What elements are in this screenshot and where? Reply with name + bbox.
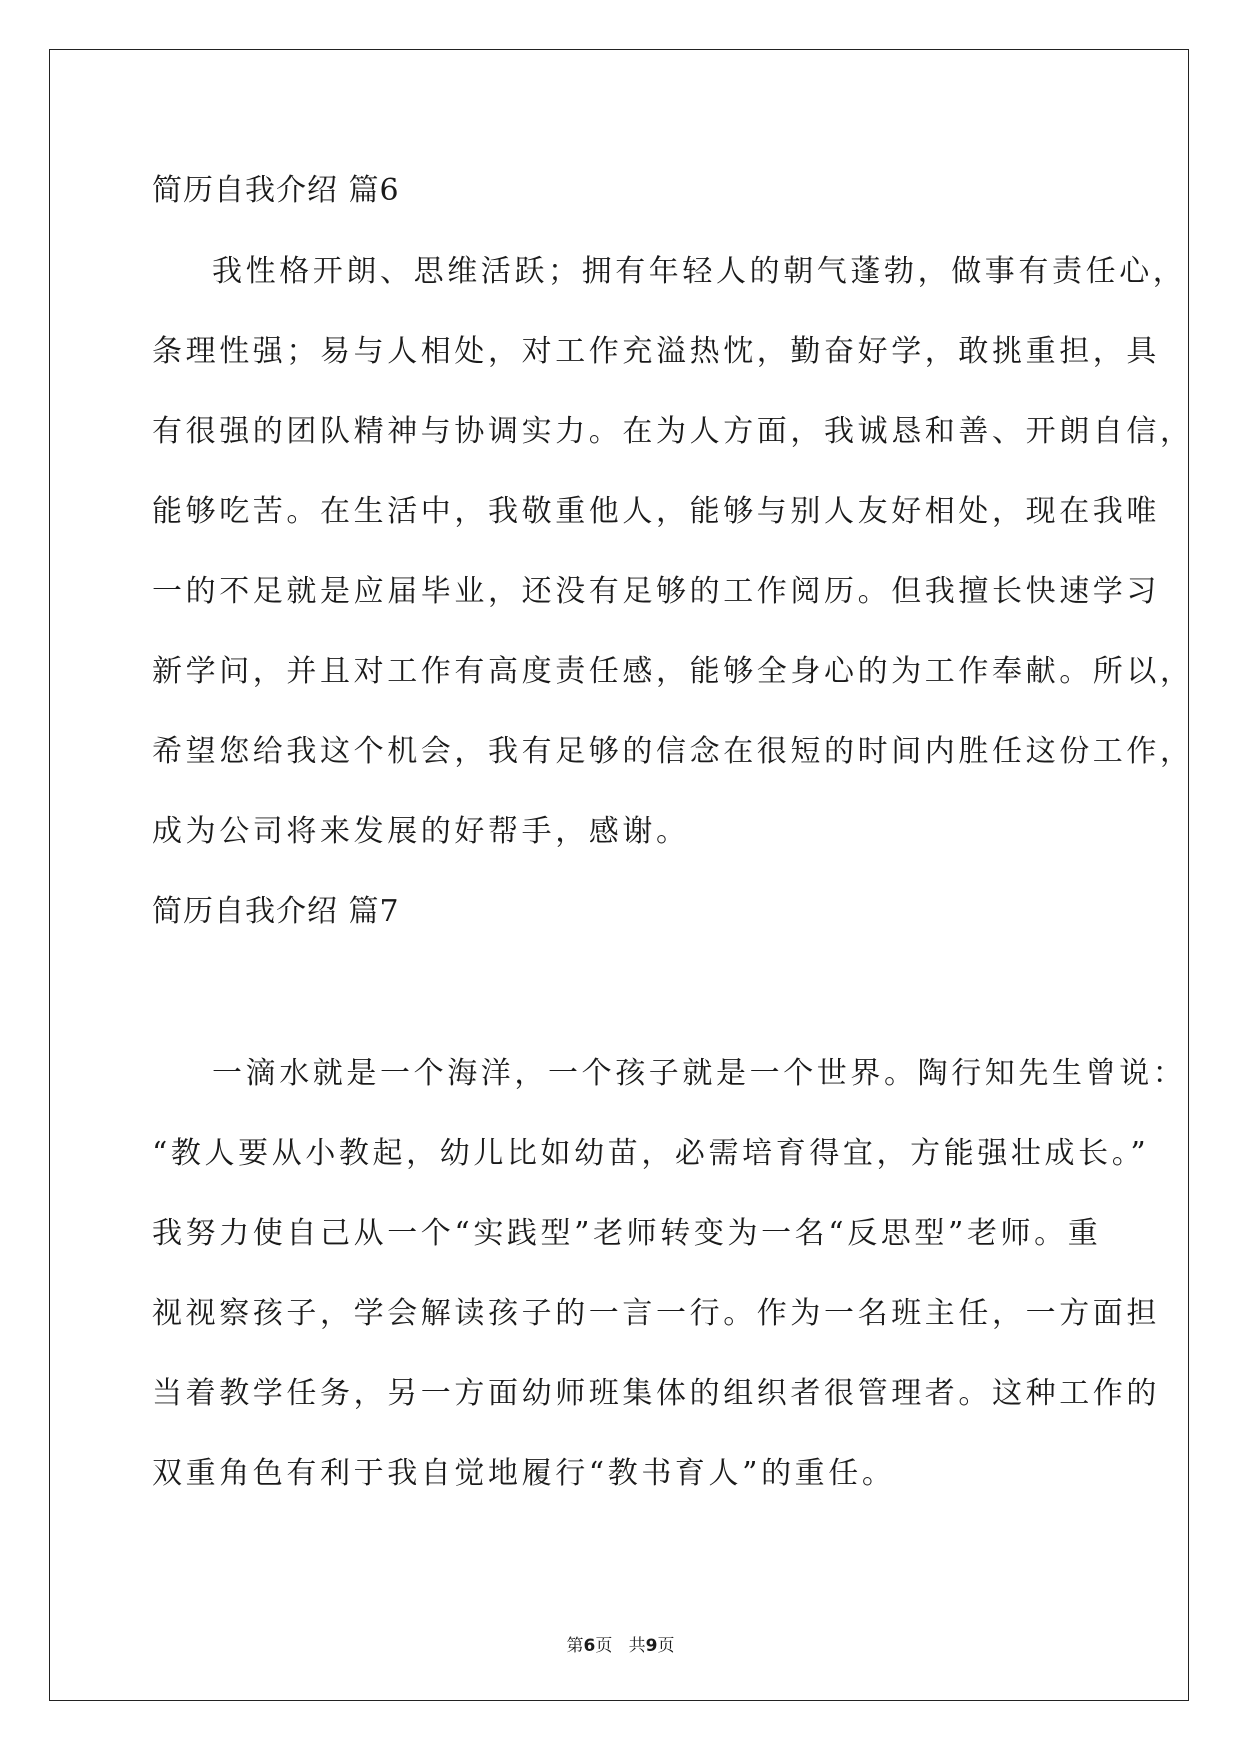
paragraph-line: 有很强的团队精神与协调实力。在为人方面，我诚恳和善、开朗自信， — [152, 414, 1194, 449]
paragraph-line: 成为公司将来发展的好帮手，感谢。 — [152, 814, 690, 849]
paragraph-line: 希望您给我这个机会，我有足够的信念在很短的时间内胜任这份工作， — [152, 734, 1194, 769]
paragraph-line: 视视察孩子，学会解读孩子的一言一行。作为一名班主任，一方面担 — [152, 1296, 1160, 1331]
paragraph-line: 我努力使自己从一个“实践型”老师转变为一名“反思型”老师。重 — [152, 1216, 1102, 1251]
paragraph-line: 条理性强；易与人相处，对工作充溢热忱，勤奋好学，敢挑重担，具 — [152, 334, 1160, 369]
footer-total-suffix: 页 — [657, 1636, 675, 1656]
paragraph-line: 一的不足就是应届毕业，还没有足够的工作阅历。但我擅长快速学习 — [152, 574, 1160, 609]
section-heading-6: 简历自我介绍 篇6 — [152, 173, 400, 208]
page-footer — [0, 1638, 1241, 1655]
footer-prefix: 第 — [566, 1636, 584, 1656]
footer-total-prefix: 共 — [628, 1636, 646, 1656]
page-border — [49, 49, 1189, 1701]
paragraph-line: 当着教学任务，另一方面幼师班集体的组织者很管理者。这种工作的 — [152, 1376, 1160, 1411]
paragraph-line: 新学问，并且对工作有高度责任感，能够全身心的为工作奉献。所以， — [152, 654, 1194, 689]
paragraph-line: “教人要从小教起，幼儿比如幼苗，必需培育得宜，方能强壮成长。” — [152, 1136, 1150, 1171]
current-page-number: 6 — [583, 1636, 596, 1656]
paragraph-line: 能够吃苦。在生活中，我敬重他人，能够与别人友好相处，现在我唯 — [152, 494, 1160, 529]
footer-page-suffix: 页 — [595, 1636, 613, 1656]
total-page-number: 9 — [645, 1636, 658, 1656]
section-heading-7: 简历自我介绍 篇7 — [152, 894, 400, 929]
paragraph-line: 一滴水就是一个海洋，一个孩子就是一个世界。陶行知先生曾说： — [212, 1056, 1187, 1091]
paragraph-line: 我性格开朗、思维活跃；拥有年轻人的朝气蓬勃，做事有责任心， — [212, 254, 1187, 289]
paragraph-line: 双重角色有利于我自觉地履行“教书育人”的重任。 — [152, 1456, 896, 1491]
